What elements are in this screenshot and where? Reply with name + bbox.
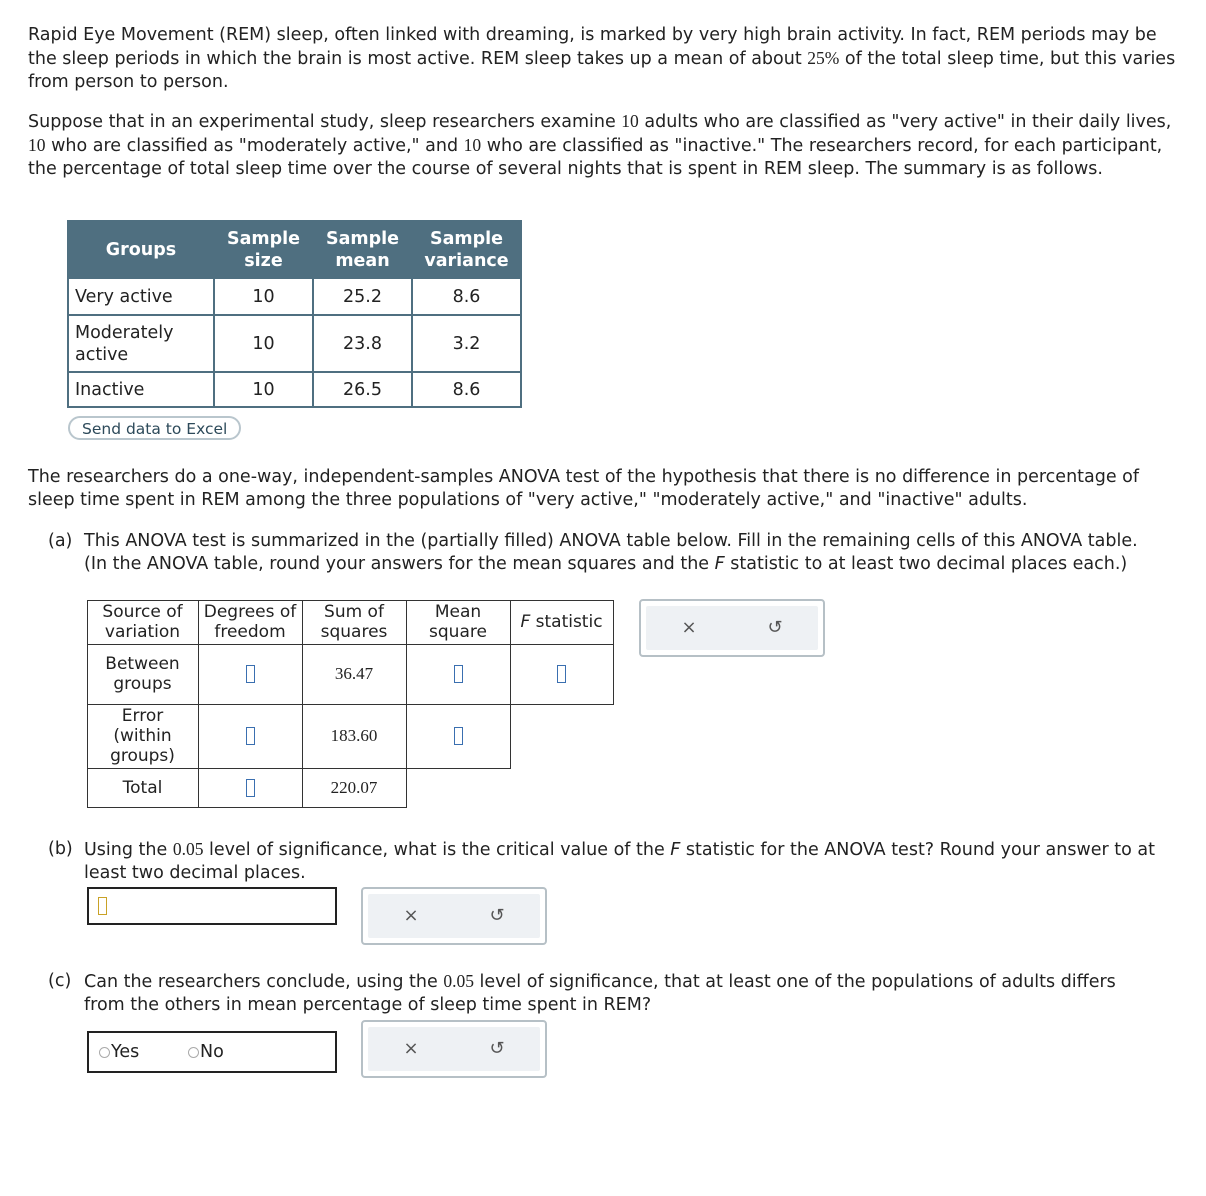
anova-header-f: F statistic — [520, 612, 603, 632]
header-sample-size: Sample size — [214, 221, 313, 278]
intro-paragraph-1: Rapid Eye Movement (REM) sleep, often linked with dreaming, is marked by very high brain activity. In fact, REM periods may be the sleep periods in which the brain is most active. REM sleep takes up a mean of about 25% of the total sleep time, but this varies from person to person. — [28, 25, 1176, 92]
intro-paragraph-2: Suppose that in an experimental study, sleep researchers examine 10 adults who are classified as "very active" in their daily lives, 10 who are classified as "moderately active," and 10 who are classified as "inactive." The researchers record, for each participant, the percentage of total sleep time over the course of several nights that is spent in REM sleep. The summary is as follows. — [28, 111, 1172, 179]
f-statistic-input[interactable] — [510, 664, 613, 684]
undo-icon[interactable]: ↺ — [489, 905, 505, 926]
radio-no[interactable]: No — [188, 1042, 224, 1062]
df-error-input[interactable] — [198, 726, 302, 746]
anova-header-ss: Sum of squares — [320, 602, 388, 642]
anova-row-error-label: Error (within groups) — [110, 706, 175, 766]
anova-header-ms: Mean square — [429, 602, 487, 642]
radio-yes-circle[interactable] — [99, 1047, 110, 1058]
header-sample-mean: Sample mean — [313, 221, 412, 278]
ss-error: 183.60 — [330, 726, 378, 745]
table-row: Very active 10 25.2 8.6 — [68, 278, 521, 315]
clear-icon[interactable]: × — [403, 1038, 419, 1059]
part-a-tools — [639, 599, 825, 657]
radio-no-circle[interactable] — [188, 1047, 199, 1058]
clear-icon[interactable]: × — [403, 905, 419, 926]
hypothesis-text: The researchers do a one-way, independent-samples ANOVA test of the hypothesis that there is no difference in percentage of sleep time spent in REM among the three populations of "very active," "moderately active," and "inactive" adults. — [28, 467, 1140, 510]
anova-header-df: Degrees of freedom — [203, 602, 297, 642]
header-groups: Groups — [68, 221, 214, 278]
ss-between: 36.47 — [334, 664, 374, 683]
clear-icon[interactable]: × — [681, 617, 697, 638]
part-b-question: (b) Using the 0.05 level of significance, what is the critical value of the F statistic for the ANOVA test? Round your answer to at least two decimal places. — [48, 839, 1155, 883]
anova-row-between-label: Between groups — [105, 654, 180, 694]
conclusion-answer-box — [87, 1031, 337, 1073]
ss-total: 220.07 — [330, 778, 378, 797]
part-c-tools — [361, 1020, 547, 1078]
df-between-input[interactable] — [198, 664, 302, 684]
header-sample-variance: Sample variance — [412, 221, 521, 278]
radio-yes[interactable]: Yes — [99, 1042, 139, 1062]
undo-icon[interactable]: ↺ — [489, 1038, 505, 1059]
send-to-excel-button[interactable]: Send data to Excel — [68, 416, 241, 440]
critical-value-input[interactable] — [87, 887, 337, 925]
df-total-input[interactable] — [198, 778, 302, 798]
table-row: Inactive 10 26.5 8.6 — [68, 372, 521, 407]
ms-error-input[interactable] — [406, 726, 510, 746]
undo-icon[interactable]: ↺ — [767, 617, 783, 638]
part-c-question: (c) Can the researchers conclude, using the 0.05 level of significance, that at least one of the populations of adults differs from the others in mean percentage of sleep time spent in REM? — [48, 971, 1116, 1015]
anova-row-total-label: Total — [122, 778, 163, 798]
ms-between-input[interactable] — [406, 664, 510, 684]
summary-table — [67, 220, 522, 408]
anova-header-source: Source of variation — [102, 602, 183, 642]
part-b-tools — [361, 887, 547, 945]
table-row: Moderately active 10 23.8 3.2 — [68, 315, 521, 372]
part-a-question: (a) This ANOVA test is summarized in the (partially filled) ANOVA table below. Fill in the remaining cells of this ANOVA table. (In the ANOVA table, round your answers for the mean squares and the F statistic to at least two decimal places each.) — [48, 531, 1138, 574]
